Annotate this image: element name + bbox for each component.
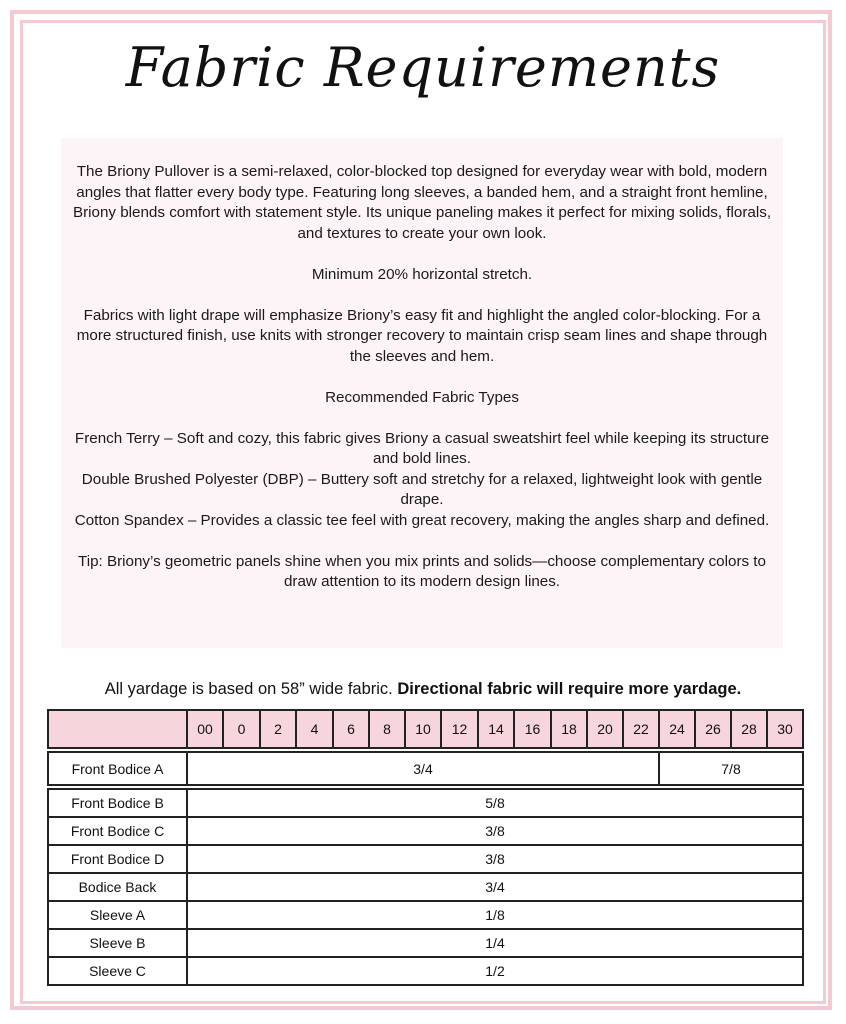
size-header-cell: 12 xyxy=(441,710,478,748)
yardage-note xyxy=(0,677,846,701)
table-row xyxy=(48,901,803,929)
yardage-value-cell: 3/8 xyxy=(187,845,803,873)
table-row xyxy=(48,789,803,817)
yardage-value-cell: 1/2 xyxy=(187,957,803,985)
piece-name-cell: Front Bodice A xyxy=(48,752,187,785)
piece-name-cell: Sleeve A xyxy=(48,901,187,929)
yardage-value-cell: 3/8 xyxy=(187,817,803,845)
header-corner-cell xyxy=(48,710,187,748)
size-header-cell: 20 xyxy=(587,710,623,748)
piece-name-cell: Front Bodice D xyxy=(48,845,187,873)
yardage-value-cell: 7/8 xyxy=(659,752,803,785)
size-header-cell: 00 xyxy=(187,710,223,748)
size-header-cell: 22 xyxy=(623,710,659,748)
yardage-value-cell: 3/4 xyxy=(187,873,803,901)
yardage-note-text: All yardage is based on 58” wide fabric. xyxy=(104,680,393,698)
fabric-type-item: Double Brushed Polyester (DBP) – Buttery soft and stretchy for a relaxed, lightweight look with gentle drape. xyxy=(81,470,763,508)
size-header-cell: 16 xyxy=(514,710,551,748)
drape-paragraph: Fabrics with light drape will emphasize Briony’s easy fit and highlight the angled color-blocking. For a more structured finish, use knits with stronger recovery to maintain crisp seam lines and shape through the sleeves and hem. xyxy=(76,306,768,365)
yardage-value-cell: 1/4 xyxy=(187,929,803,957)
page-title: Fabric Requirements xyxy=(125,36,721,99)
table-row xyxy=(48,845,803,873)
size-header-cell: 6 xyxy=(333,710,369,748)
size-header-cell: 0 xyxy=(223,710,260,748)
size-header-row xyxy=(48,710,803,748)
intro-paragraph: The Briony Pullover is a semi-relaxed, color-blocked top designed for everyday wear with bold, modern angles that flatter every body type. Featuring long sleeves, a banded hem, and a straight front hemline, Briony blends comfort with statement style. Its unique paneling makes it perfect for mixing solids, florals, and textures to create your own look. xyxy=(72,163,772,242)
size-header-cell: 30 xyxy=(767,710,803,748)
table-row xyxy=(48,752,803,785)
yardage-value-cell: 3/4 xyxy=(187,752,659,785)
table-row xyxy=(48,817,803,845)
yardage-note-bold: Directional fabric will require more yardage. xyxy=(397,680,742,698)
size-header-cell: 18 xyxy=(551,710,587,748)
fabric-type-item: French Terry – Soft and cozy, this fabric gives Briony a casual sweatshirt feel while keeping its structure and bold lines. xyxy=(74,429,770,467)
size-header-cell: 2 xyxy=(260,710,296,748)
description-box xyxy=(61,138,783,648)
tip-paragraph: Tip: Briony’s geometric panels shine when you mix prints and solids—choose complementary colors to draw attention to its modern design lines. xyxy=(78,552,766,590)
size-header-cell: 26 xyxy=(695,710,731,748)
size-header-cell: 24 xyxy=(659,710,695,748)
piece-name-cell: Bodice Back xyxy=(48,873,187,901)
size-header-cell: 8 xyxy=(369,710,405,748)
piece-name-cell: Front Bodice B xyxy=(48,789,187,817)
yardage-table xyxy=(47,709,804,986)
table-row xyxy=(48,929,803,957)
size-header-cell: 14 xyxy=(478,710,514,748)
fabric-types-heading: Recommended Fabric Types xyxy=(325,388,519,406)
size-header-cell: 10 xyxy=(405,710,441,748)
stretch-paragraph: Minimum 20% horizontal stretch. xyxy=(311,265,533,283)
table-row xyxy=(48,873,803,901)
size-header-cell: 28 xyxy=(731,710,767,748)
table-row xyxy=(48,957,803,985)
yardage-value-cell: 5/8 xyxy=(187,789,803,817)
piece-name-cell: Sleeve C xyxy=(48,957,187,985)
yardage-value-cell: 1/8 xyxy=(187,901,803,929)
piece-name-cell: Sleeve B xyxy=(48,929,187,957)
size-header-cell: 4 xyxy=(296,710,333,748)
fabric-type-item: Cotton Spandex – Provides a classic tee feel with great recovery, making the angles sharp and defined. xyxy=(74,511,770,529)
piece-name-cell: Front Bodice C xyxy=(48,817,187,845)
